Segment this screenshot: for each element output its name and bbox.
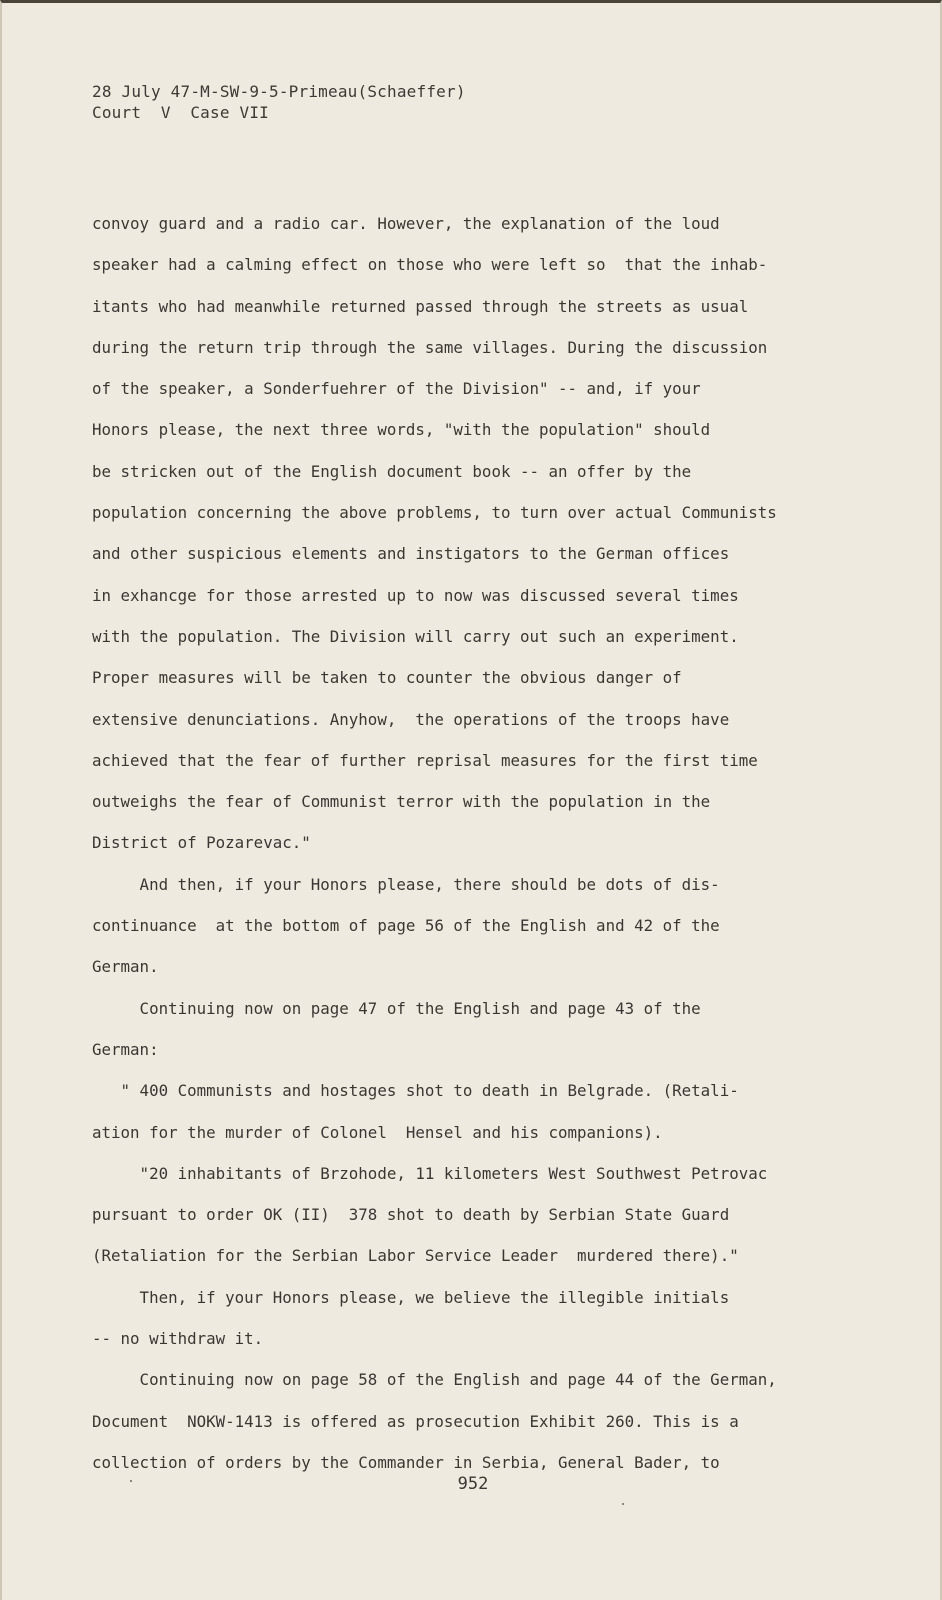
text-line: pursuant to order OK (II) 378 shot to death by Serbian State Guard xyxy=(92,1205,730,1225)
text-line: German. xyxy=(92,957,159,977)
text-line: be stricken out of the English document book -- an offer by the xyxy=(92,461,692,481)
text-line: -- no withdraw it. xyxy=(92,1329,264,1349)
text-line: extensive denunciations. Anyhow, the operations of the troops have xyxy=(92,709,730,729)
text-line: population concerning the above problems, to turn over actual Communists xyxy=(92,503,777,523)
page-number: 952 xyxy=(457,1474,489,1494)
text-line: during the return trip through the same villages. During the discussion xyxy=(92,337,768,357)
text-line: achieved that the fear of further reprisal measures for the first time xyxy=(92,750,758,770)
text-line: "20 inhabitants of Brzohode, 11 kilometers West Southwest Petrovac xyxy=(92,1163,768,1183)
header-date-line: 28 July 47-M-SW-9-5-Primeau(Schaeffer) xyxy=(92,82,466,101)
text-line: itants who had meanwhile returned passed through the streets as usual xyxy=(92,296,749,316)
text-line: And then, if your Honors please, there should be dots of dis- xyxy=(92,874,720,894)
text-line: (Retaliation for the Serbian Labor Service Leader murdered there)." xyxy=(92,1246,739,1266)
text-line: continuance at the bottom of page 56 of the English and 42 of the xyxy=(92,916,720,936)
text-line: convoy guard and a radio car. However, the explanation of the loud xyxy=(92,214,720,233)
header-court-line: Court V Case VII xyxy=(92,103,269,122)
transcript-body xyxy=(92,203,852,1483)
text-line: German: xyxy=(92,1039,159,1059)
text-line: in exhancge for those arrested up to now was discussed several times xyxy=(92,585,739,605)
text-line: Document NOKW-1413 is offered as prosecution Exhibit 260. This is a xyxy=(92,1411,739,1431)
paper-speck xyxy=(622,1503,624,1505)
text-line: collection of orders by the Commander in Serbia, General Bader, to xyxy=(92,1452,720,1472)
text-line: " 400 Communists and hostages shot to death in Belgrade. (Retali- xyxy=(92,1081,739,1101)
document-header xyxy=(92,81,466,123)
text-line: outweighs the fear of Communist terror with the population in the xyxy=(92,792,711,812)
text-line: District of Pozarevac." xyxy=(92,833,311,853)
text-line: Proper measures will be taken to counter the obvious danger of xyxy=(92,668,682,688)
paper-speck xyxy=(130,1480,132,1482)
text-line: Then, if your Honors please, we believe the illegible initials xyxy=(92,1287,730,1307)
text-line: ation for the murder of Colonel Hensel and his companions). xyxy=(92,1122,663,1142)
text-line: with the population. The Division will carry out such an experiment. xyxy=(92,626,739,646)
text-line: Continuing now on page 47 of the English and page 43 of the xyxy=(92,998,701,1018)
text-line: and other suspicious elements and instigators to the German offices xyxy=(92,544,730,564)
text-line: Continuing now on page 58 of the English and page 44 of the German, xyxy=(92,1370,777,1390)
text-line: of the speaker, a Sonderfuehrer of the Division" -- and, if your xyxy=(92,379,701,399)
text-line: speaker had a calming effect on those who were left so that the inhab- xyxy=(92,255,768,275)
text-line: Honors please, the next three words, "with the population" should xyxy=(92,420,711,440)
